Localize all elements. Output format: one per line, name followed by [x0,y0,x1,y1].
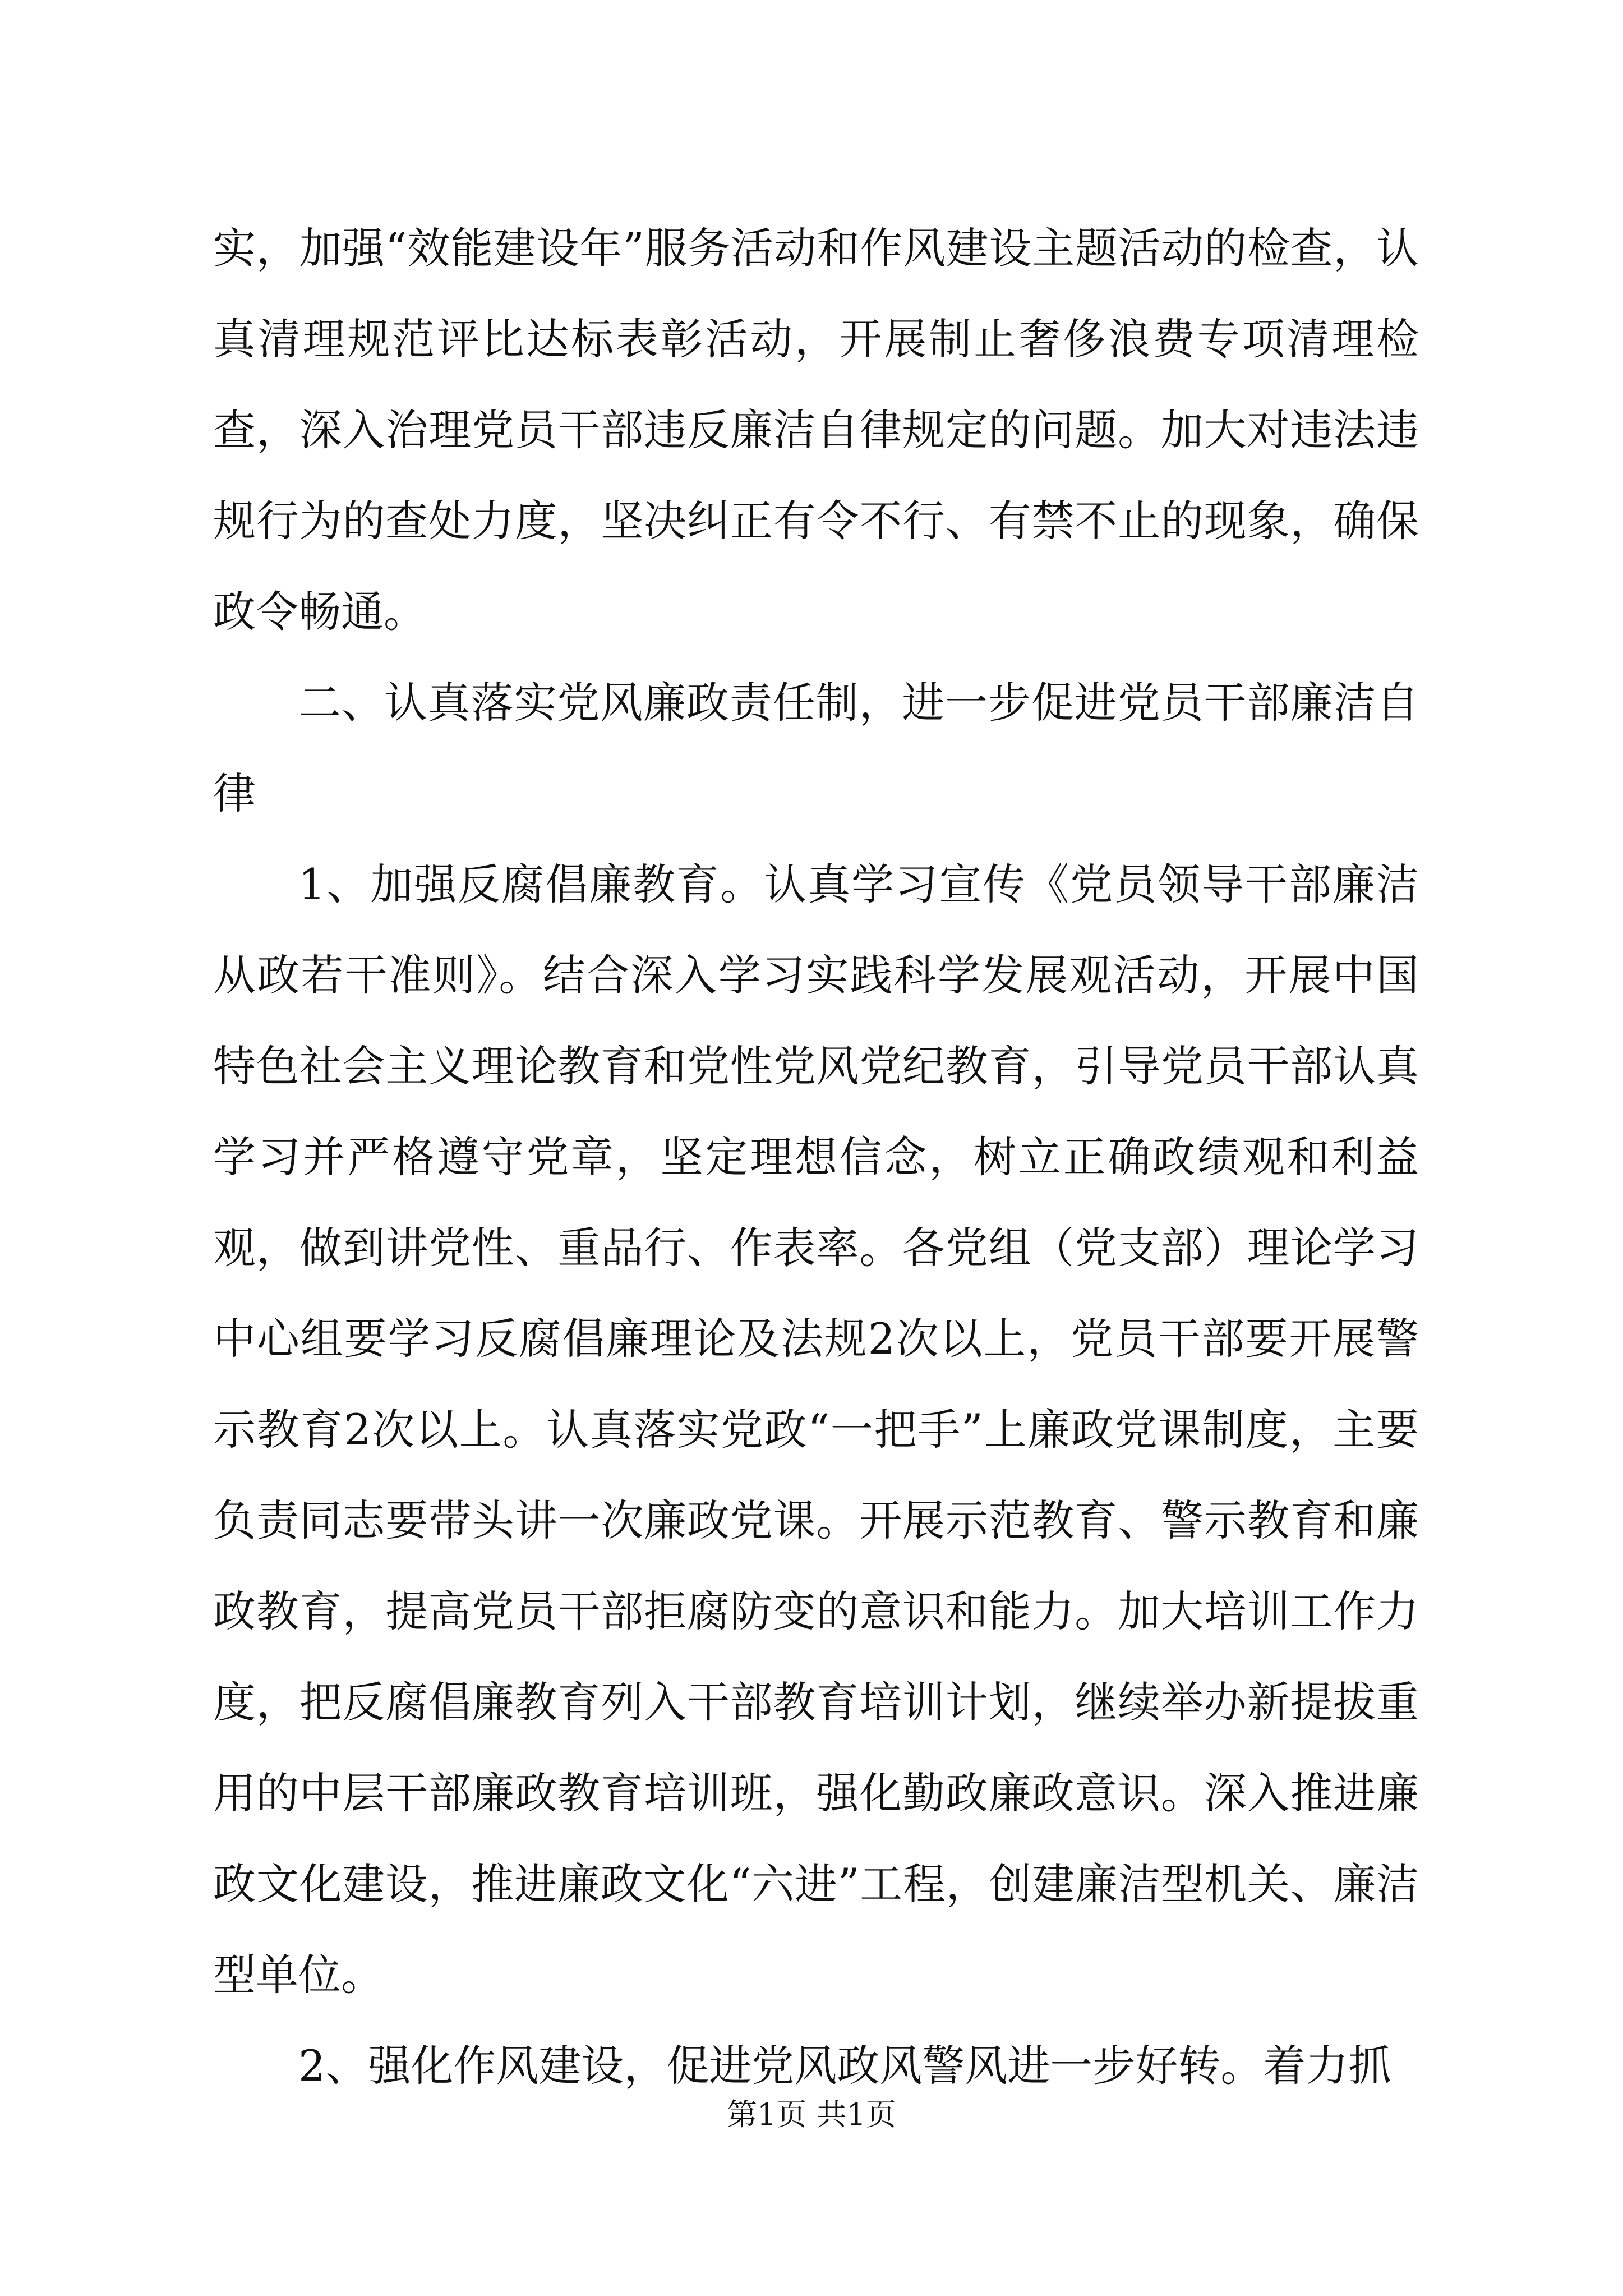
document-body [213,203,1419,2111]
page-footer: 第1页 共1页 [727,2097,896,2132]
paragraph-item-2: 2、强化作风建设，促进党风政风警风进一步好转。着力抓 [298,2041,1391,2091]
section-heading: 二、认真落实党风廉政责任制，进一步促进党员干部廉洁自律 [213,678,1419,818]
paragraph-item-1: 1、加强反腐倡廉教育。认真学习宣传《党员领导干部廉洁从政若干准则》。结合深入学习实践科学发展观活动，开展中国特色社会主义理论教育和党性党风党纪教育，引导党员干部认真学习并严格遵守党章，坚定理想信念，树立正确政绩观和利益观，做到讲党性、重品行、作表率。各党组（党支部）理论学习中心组要学习反腐倡廉理论及法规2次以上，党员干部要开展警示教育2次以上。认真落实党政“一把手”上廉政党课制度，主要负责同志要带头讲一次廉政党课。开展示范教育、警示教育和廉政教育，提高党员干部拒腐防变的意识和能力。加大培训工作力度，把反腐倡廉教育列入干部教育培训计划，继续举办新提拔重用的中层干部廉政教育培训班，强化勤政廉政意识。深入推进廉政文化建设，推进廉政文化“六进”工程，创建廉洁型机关、廉洁型单位。 [213,859,1419,2000]
paragraph-continuation: 实，加强“效能建设年”服务活动和作风建设主题活动的检查，认真清理规范评比达标表彰活动，开展制止奢侈浪费专项清理检查，深入治理党员干部违反廉洁自律规定的问题。加大对违法违规行为的查处力度，坚决纠正有令不行、有禁不止的现象，确保政令畅通。 [213,223,1419,637]
